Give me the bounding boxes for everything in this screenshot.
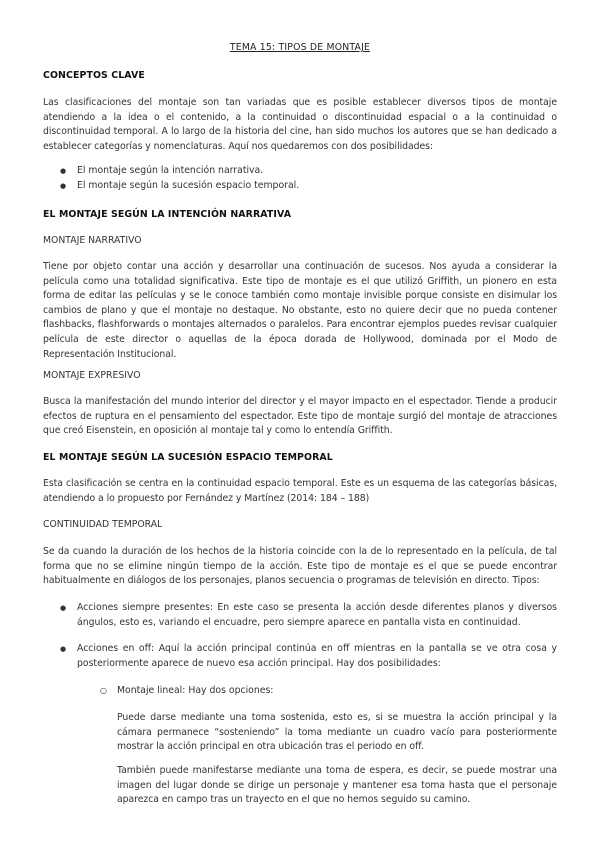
heading-intencion-narrativa: EL MONTAJE SEGÚN LA INTENCIÓN NARRATIVA	[43, 209, 292, 220]
heading-conceptos-clave: CONCEPTOS CLAVE	[43, 70, 145, 81]
continuidad-temporal-paragraph: Se da cuando la duración de los hechos de la historia coincide con la de lo representado en la película, de tal forma que no se elimine ningún tiempo de la acción. Este tipo de montaje es el que se puede encontrar habitualmente en diálogos de los personajes, planos secuencia o programas de televisión en directo. Tipos:	[43, 546, 557, 587]
sucesion-intro-paragraph: Esta clasificación se centra en la continuidad espacio temporal. Este es un esquema de las categorías básicas, atendiendo a lo propuesto por Fernández y Martínez (2014: 184 – 188)	[43, 478, 557, 504]
heading-sucesion-espacio-temporal: EL MONTAJE SEGÚN LA SUCESIÓN ESPACIO TEMPORAL	[43, 452, 333, 463]
montaje-expresivo-paragraph: Busca la manifestación del mundo interior del director y el mayor impacto en el espectador. Tiende a producir efectos de ruptura en el pensamiento del espectador. Este tipo de montaje surgió del montaje de atracciones que creó Eisenstein, en oposición al montaje tal y como lo entendía Griffith.	[43, 396, 557, 437]
acciones-presentes-list	[43, 601, 557, 630]
montaje-lineal-paragraph-2: También puede manifestarse mediante una toma de espera, es decir, se puede mostrar una imagen del lugar donde se dirige un personaje y mantener esa toma hasta que el personaje aparezca en campo tras un trayecto en el que no hemos seguido su camino.	[117, 765, 557, 806]
list-item: ● Acciones en off: Aquí la acción principal continúa en off mientras en la pantalla se ve otra cosa y posteriormente aparece de nuevo esa acción principal. Hay dos posibilidades:	[43, 642, 557, 671]
conceptos-intro-paragraph: Las clasificaciones del montaje son tan variadas que es posible establecer diversos tipos de montaje atendiendo a la idea o el contenido, a la continuidad o discontinuidad espacial o a la continuidad o discontinuidad temporal. A lo largo de la historia del cine, han sido muchos los autores que se han dedicado a establecer categorías y nomenclaturas. Aquí nos quedaremos con dos posibilidades:	[43, 97, 557, 152]
list-item: ● Acciones siempre presentes: En este caso se presenta la acción desde diferentes planos y diversos ángulos, esto es, variando el encuadre, pero siempre aparece en pantalla vista en continuidad.	[43, 601, 557, 630]
subheading-montaje-expresivo: MONTAJE EXPRESIVO	[43, 370, 141, 381]
list-item: ● El montaje según la sucesión espacio temporal.	[43, 179, 557, 194]
list-item: ○ Montaje lineal: Hay dos opciones:	[100, 684, 557, 699]
montaje-lineal-sublist	[100, 684, 557, 699]
acciones-off-list	[43, 642, 557, 671]
subheading-continuidad-temporal: CONTINUIDAD TEMPORAL	[43, 519, 163, 530]
document-title: TEMA 15: TIPOS DE MONTAJE	[229, 42, 371, 53]
subheading-montaje-narrativo: MONTAJE NARRATIVO	[43, 235, 142, 246]
montaje-lineal-paragraph-1: Puede darse mediante una toma sostenida, esto es, si se muestra la acción principal y la cámara permanece “sosteniendo” la toma mediante un cuadro vacío para posteriormente mostrar la acción principal en otra ubicación tras el periodo en off.	[117, 712, 557, 753]
list-item: ● El montaje según la intención narrativa.	[43, 164, 557, 179]
montaje-narrativo-paragraph: Tiene por objeto contar una acción y desarrollar una continuación de sucesos. Nos ayuda a considerar la película como una totalidad significativa. Este tipo de montaje es el que utilizó Griffith, un pionero en esta forma de editar las películas y se le conoce también como montaje invisible porque consiste en disimular los cambios de plano y que el montaje no destaque. No obstante, esto no quiere decir que no pueda contener flashbacks, flashforwards o montajes alternados o paralelos. Para encontrar ejemplos puedes revisar cualquier película de este director o aquellas de la época dorada de Hollywood, dominada por el Modo de Representación Institucional.	[43, 261, 557, 360]
conceptos-bullet-list	[43, 164, 557, 193]
